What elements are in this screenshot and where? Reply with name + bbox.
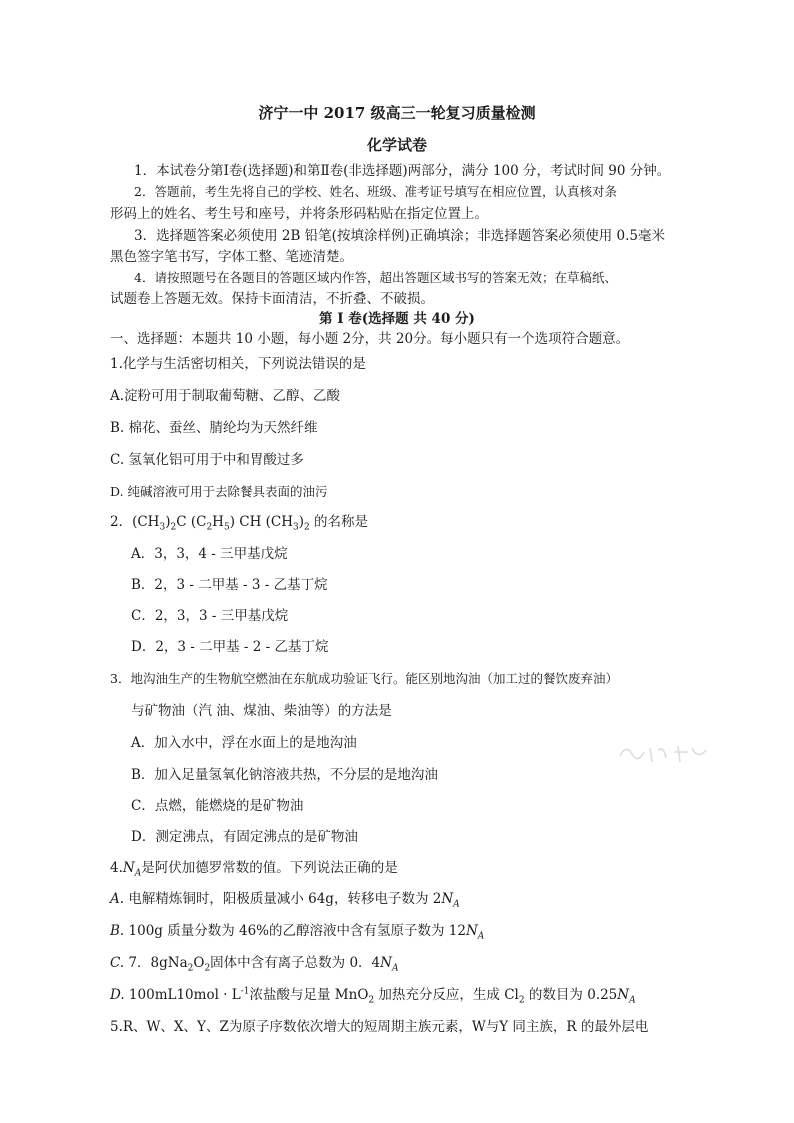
q3-option-b: B．加入足量氢氧化钠溶液共热，不分层的是地沟油 (131, 767, 438, 783)
q2-stem-part: ) (165, 514, 171, 530)
option-subscript: 2 (204, 963, 211, 974)
q3-stem-line1: 3．地沟油生产的生物航空燃油在东航成功验证飞行。能区别地沟油（加工过的餐饮废弃油） (110, 671, 618, 686)
q2-stem-part: ) CH (CH (229, 514, 294, 530)
avogadro-subscript: A (477, 931, 485, 942)
q2-subscript: 2 (206, 522, 213, 533)
option-text: 7．8gNa (124, 955, 188, 971)
q2-stem-part: ) (298, 514, 305, 530)
option-superscript: -1 (240, 986, 250, 997)
q1-option-a: A.淀粉可用于制取葡萄糖、乙醇、乙酸 (110, 388, 341, 404)
part1-heading: 第 I 卷(选择题 共 40 分) (319, 311, 475, 327)
faint-watermark (618, 738, 698, 772)
q3-stem-line2: 与矿物油（汽 油、煤油、柴油等）的方法是 (131, 703, 392, 719)
q4-stem-part: 是阿伏加德罗常数的值。下列说法正确的是 (141, 860, 398, 876)
q4-stem (110, 859, 398, 877)
avogadro-subscript: A (453, 899, 460, 910)
avogadro-symbol: N (122, 860, 135, 876)
instruction-1: 1．本试卷分第Ⅰ卷(选择题)和第Ⅱ卷(非选择题)两部分，满分 100 分，考试时间 90 分钟。 (134, 163, 671, 179)
instruction-2b: 形码上的姓名、考生号和座号，并将条形码粘贴在指定位置上。 (110, 206, 488, 222)
q5-stem: 5.R、W、X、Y、Z为原子序数依次增大的短周期主族元素，W与Y 同主族，R 的最外层电 (110, 1019, 649, 1035)
avogadro-symbol: N (441, 891, 454, 907)
q4-option-b (110, 922, 484, 940)
option-text: 100g 质量分数为 46%的乙醇溶液中含有氢原子数为 12 (124, 923, 466, 939)
instruction-3a: 3．选择题答案必须使用 2B 铅笔(按填涂样例)正确填涂；非选择题答案必须使用 0.5毫米 (134, 228, 665, 244)
q2-subscript: 2 (304, 522, 310, 533)
subject-title: 化学试卷 (366, 136, 427, 154)
q3-option-c: C．点燃，能燃烧的是矿物油 (131, 798, 304, 814)
q2-option-a: A．3，3，4 - 三甲基戊烷 (131, 546, 288, 562)
q2-stem-part: 的名称是 (309, 514, 369, 530)
avogadro-symbol: N (617, 987, 630, 1003)
q2-option-b: B．2，3 - 二甲基 - 3 - 乙基丁烷 (131, 577, 328, 593)
q2-subscript: 2 (170, 522, 177, 533)
avogadro-subscript: A (134, 868, 142, 879)
q2-stem-part: C (C (176, 514, 207, 530)
watermark-scribble-icon (618, 738, 708, 768)
option-text: 100mL10mol · L (124, 987, 241, 1003)
option-text: 电解精炼铜时，阳极质量减小 64g，转移电子数为 2 (124, 891, 442, 907)
q4-option-c (110, 954, 398, 972)
instruction-4a: 4．请按照题号在各题目的答题区域内作答，超出答题区域书写的答案无效；在草稿纸、 (134, 270, 617, 285)
q2-stem (110, 513, 368, 531)
avogadro-symbol: N (380, 955, 392, 971)
q2-subscript: 3 (293, 522, 299, 533)
section-heading: 一、选择题：本题共 10 小题，每小题 2分，共 20分。每小题只有一个选项符合题意。 (110, 331, 630, 347)
instruction-4b: 试题卷上答题无效。保持卡面清洁，不折叠、不破损。 (110, 291, 434, 307)
option-subscript: 2 (518, 995, 525, 1006)
option-subscript: 2 (368, 995, 375, 1006)
avogadro-subscript: A (629, 995, 636, 1006)
q2-option-c: C．2，3，3 - 三甲基戊烷 (131, 608, 289, 624)
q2-option-d: D．2，3 - 二甲基 - 2 - 乙基丁烷 (131, 639, 329, 655)
option-subscript: 2 (187, 963, 194, 974)
option-text: 固体中含有离子总数为 0．4 (210, 955, 381, 971)
q2-stem-part: H (212, 514, 224, 530)
avogadro-symbol: N (465, 923, 478, 939)
option-label: D. (110, 987, 125, 1003)
instruction-3b: 黑色签字笔书写，字体工整、笔迹清楚。 (110, 249, 353, 265)
q1-option-c: C. 氢氧化铝可用于中和胃酸过多 (110, 452, 304, 468)
q2-subscript: 5 (223, 522, 230, 533)
option-text: 的数目为 0.25 (524, 987, 618, 1003)
q4-stem-part: 4. (110, 860, 123, 876)
avogadro-subscript: A (391, 963, 399, 974)
option-text: O (193, 955, 205, 971)
q3-option-a: A．加入水中，浮在水面上的是地沟油 (131, 735, 357, 751)
option-label: A. (110, 891, 125, 907)
q3-option-d: D．测定沸点，有固定沸点的是矿物油 (131, 829, 358, 845)
option-label: C. (110, 955, 125, 971)
option-text: 浓盐酸与足量 MnO (249, 987, 369, 1003)
q2-stem-part: 2．(CH (110, 514, 160, 530)
option-text: 加热充分反应，生成 Cl (374, 987, 519, 1003)
q1-stem: 1.化学与生活密切相关，下列说法错误的是 (110, 356, 366, 372)
instruction-2a: 2．答题前，考生先将自己的学校、姓名、班级、准考证号填写在相应位置，认真核对条 (134, 184, 617, 199)
q1-option-b: B. 棉花、蚕丝、腈纶均为天然纤维 (110, 420, 318, 436)
q1-option-d: D. 纯碱溶液可用于去除餐具表面的油污 (110, 484, 328, 499)
q4-option-d (110, 986, 636, 1004)
q2-subscript: 3 (159, 522, 166, 533)
option-label: B. (110, 923, 125, 939)
exam-title: 济宁一中 2017 级高三一轮复习质量检测 (258, 104, 536, 122)
q4-option-a (110, 890, 460, 908)
